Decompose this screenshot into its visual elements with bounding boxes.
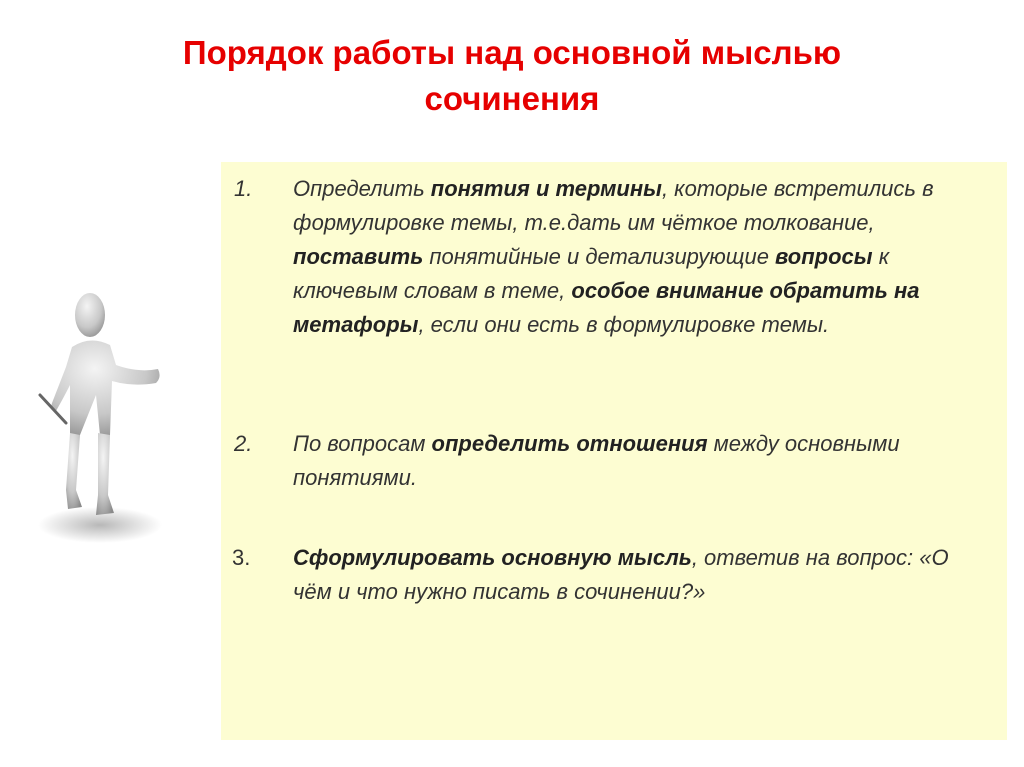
text-segment-bold: особое внимание обратить на метафоры bbox=[293, 278, 920, 337]
slide-title-line-2: сочинения bbox=[424, 80, 600, 117]
list-item-number: 2. bbox=[234, 431, 253, 456]
list-item-text bbox=[293, 172, 993, 342]
list-item-text bbox=[293, 427, 993, 495]
text-segment: Определить bbox=[293, 176, 431, 201]
content-box bbox=[221, 162, 1007, 740]
presenter-figure-icon bbox=[20, 285, 180, 555]
text-segment: По вопросам bbox=[293, 431, 432, 456]
text-segment-bold: понятия и термины bbox=[430, 176, 662, 201]
text-segment: , которые встретились в формулировке темы, т.е.дать им чёткое толкование, bbox=[293, 176, 934, 235]
text-segment: к ключевым словам в теме, bbox=[293, 244, 890, 303]
text-segment-bold: поставить bbox=[293, 244, 424, 269]
text-segment: , ответив на вопрос: «О чём и что нужно писать в сочинении?» bbox=[293, 545, 949, 604]
list-item-text bbox=[293, 541, 993, 609]
text-segment-bold: определить отношения bbox=[431, 431, 708, 456]
text-segment-bold: вопросы bbox=[775, 244, 873, 269]
list-item-number: 3. bbox=[232, 545, 251, 570]
text-segment: , если они есть в формулировке темы. bbox=[418, 312, 830, 337]
text-segment-bold: Сформулировать основную мысль bbox=[293, 545, 692, 570]
text-segment: между основными понятиями. bbox=[293, 431, 900, 490]
slide-title-line-1: Порядок работы над основной мыслью bbox=[182, 34, 842, 71]
list-item-number: 1. bbox=[234, 176, 253, 201]
text-segment: понятийные и детализирующие bbox=[423, 244, 776, 269]
slide-title bbox=[0, 30, 1024, 122]
